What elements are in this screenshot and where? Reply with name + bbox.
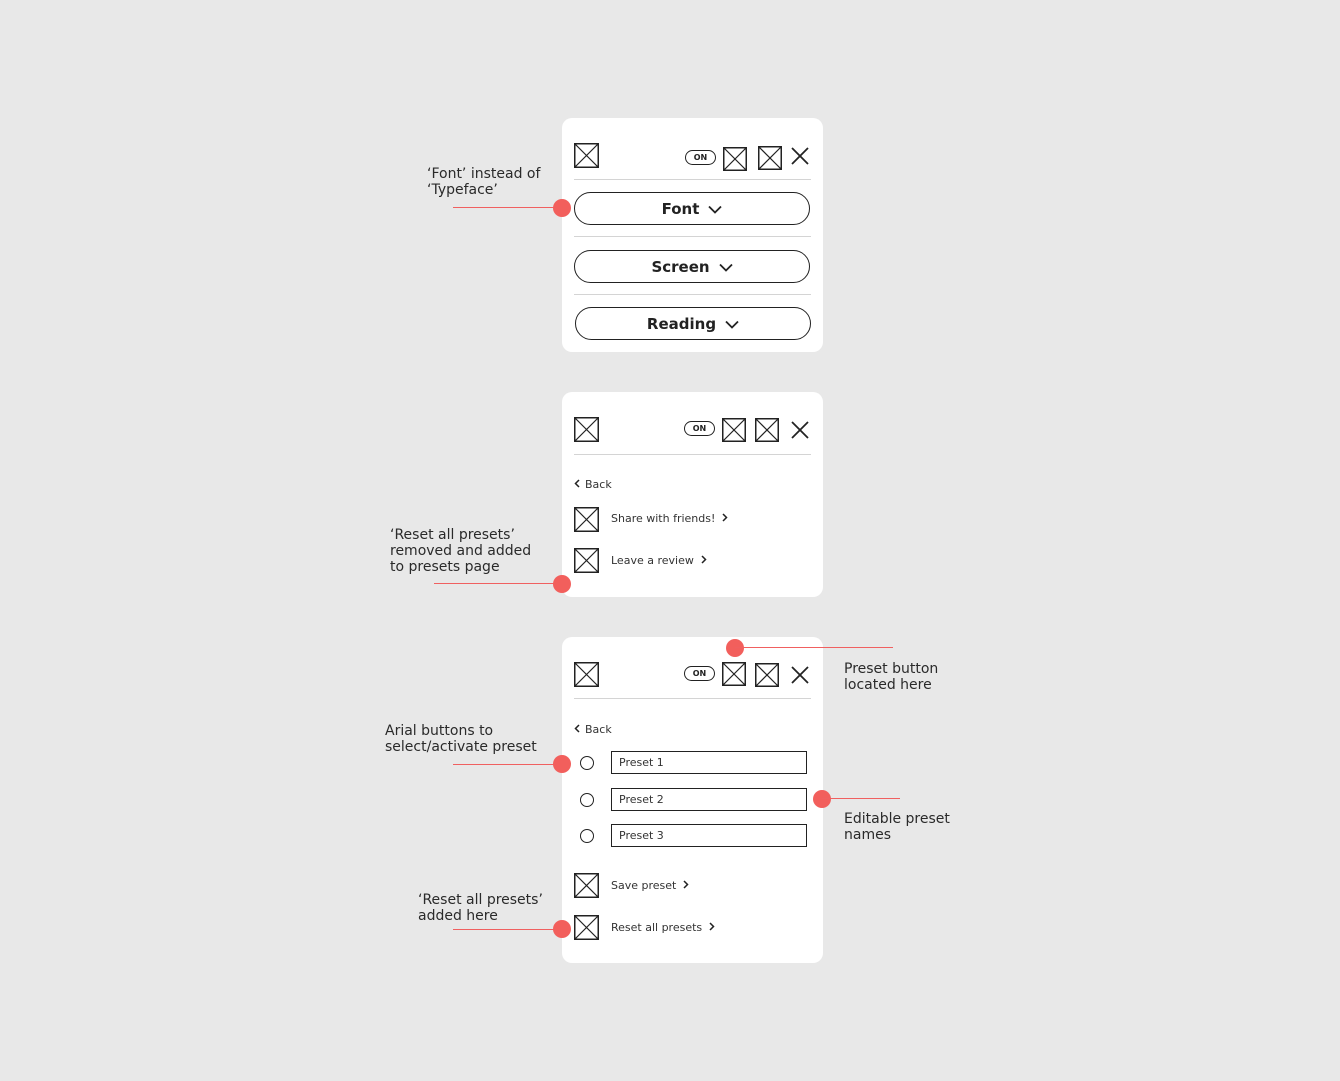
close-icon[interactable] <box>791 421 809 439</box>
chevron-right-icon <box>701 554 707 567</box>
screen-dropdown[interactable] <box>574 250 810 283</box>
logo-placeholder-icon <box>574 417 599 442</box>
share-label: Share with friends! <box>611 512 716 525</box>
radio-buttons-annotation: Arial buttons to select/activate preset <box>385 723 537 755</box>
on-toggle[interactable]: ON <box>685 150 716 165</box>
back-link[interactable] <box>574 478 612 491</box>
chevron-left-icon <box>574 723 580 736</box>
header-placeholder-icon[interactable] <box>755 418 779 442</box>
font-annotation: ‘Font’ instead of ‘Typeface’ <box>427 166 541 198</box>
reset-added-callout-dot <box>553 920 571 938</box>
reset-removed-annotation: ‘Reset all presets’ removed and added to presets page <box>390 527 532 575</box>
header-divider <box>574 698 811 699</box>
preset-3-name-field[interactable] <box>611 824 807 847</box>
review-label: Leave a review <box>611 554 694 567</box>
reset-removed-callout-dot <box>553 575 571 593</box>
reset-removed-callout-line <box>434 583 562 584</box>
preset-2-name-field[interactable] <box>611 788 807 811</box>
header-placeholder-icon[interactable] <box>755 663 779 687</box>
logo-placeholder-icon <box>574 143 599 168</box>
reset-presets-placeholder-icon <box>574 915 599 940</box>
save-preset-link[interactable] <box>611 879 689 892</box>
reset-added-callout-line <box>453 929 561 930</box>
font-callout-line <box>453 207 561 208</box>
chevron-left-icon <box>574 478 580 491</box>
chevron-down-icon <box>725 315 739 333</box>
settings-panel-main <box>562 118 823 352</box>
radio-callout-line <box>453 764 561 765</box>
reading-dropdown-label: Reading <box>646 314 717 333</box>
editable-names-annotation: Editable preset names <box>844 811 950 843</box>
save-preset-placeholder-icon <box>574 873 599 898</box>
header-placeholder-icon[interactable] <box>758 146 782 170</box>
editable-callout-line <box>822 798 900 799</box>
chevron-down-icon <box>719 258 733 276</box>
header-divider <box>574 179 811 180</box>
on-toggle[interactable]: ON <box>684 666 715 681</box>
preset-1-radio[interactable] <box>580 756 594 770</box>
back-label: Back <box>585 723 612 736</box>
preset-1-name-field[interactable] <box>611 751 807 774</box>
logo-placeholder-icon <box>574 662 599 687</box>
reset-all-presets-link[interactable] <box>611 921 715 934</box>
header-placeholder-icon[interactable] <box>722 418 746 442</box>
on-toggle[interactable]: ON <box>684 421 715 436</box>
reset-presets-label: Reset all presets <box>611 921 703 934</box>
reset-added-annotation: ‘Reset all presets’ added here <box>418 892 543 924</box>
font-callout-dot <box>553 199 571 217</box>
chevron-right-icon <box>683 879 689 892</box>
back-link[interactable] <box>574 723 612 736</box>
preset-2-radio[interactable] <box>580 793 594 807</box>
save-preset-label: Save preset <box>611 879 677 892</box>
screen-dropdown-label: Screen <box>651 257 710 276</box>
settings-panel-more <box>562 392 823 597</box>
preset-button-callout-line <box>735 647 893 648</box>
reading-dropdown[interactable] <box>575 307 811 340</box>
chevron-right-icon <box>722 512 728 525</box>
header-placeholder-icon[interactable] <box>723 147 747 171</box>
share-with-friends-link[interactable] <box>611 512 728 525</box>
section-divider <box>574 236 811 237</box>
preset-3-radio[interactable] <box>580 829 594 843</box>
close-icon[interactable] <box>791 147 809 165</box>
close-icon[interactable] <box>791 666 809 684</box>
chevron-down-icon <box>708 200 722 218</box>
settings-panel-presets <box>562 637 823 963</box>
preset-placeholder-icon[interactable] <box>722 662 746 686</box>
back-label: Back <box>585 478 612 491</box>
leave-a-review-link[interactable] <box>611 554 707 567</box>
font-dropdown[interactable] <box>574 192 810 225</box>
header-divider <box>574 454 811 455</box>
share-placeholder-icon <box>574 507 599 532</box>
section-divider <box>574 294 811 295</box>
preset-button-annotation: Preset button located here <box>844 661 939 693</box>
radio-callout-dot <box>553 755 571 773</box>
font-dropdown-label: Font <box>661 199 700 218</box>
review-placeholder-icon <box>574 548 599 573</box>
chevron-right-icon <box>709 921 715 934</box>
